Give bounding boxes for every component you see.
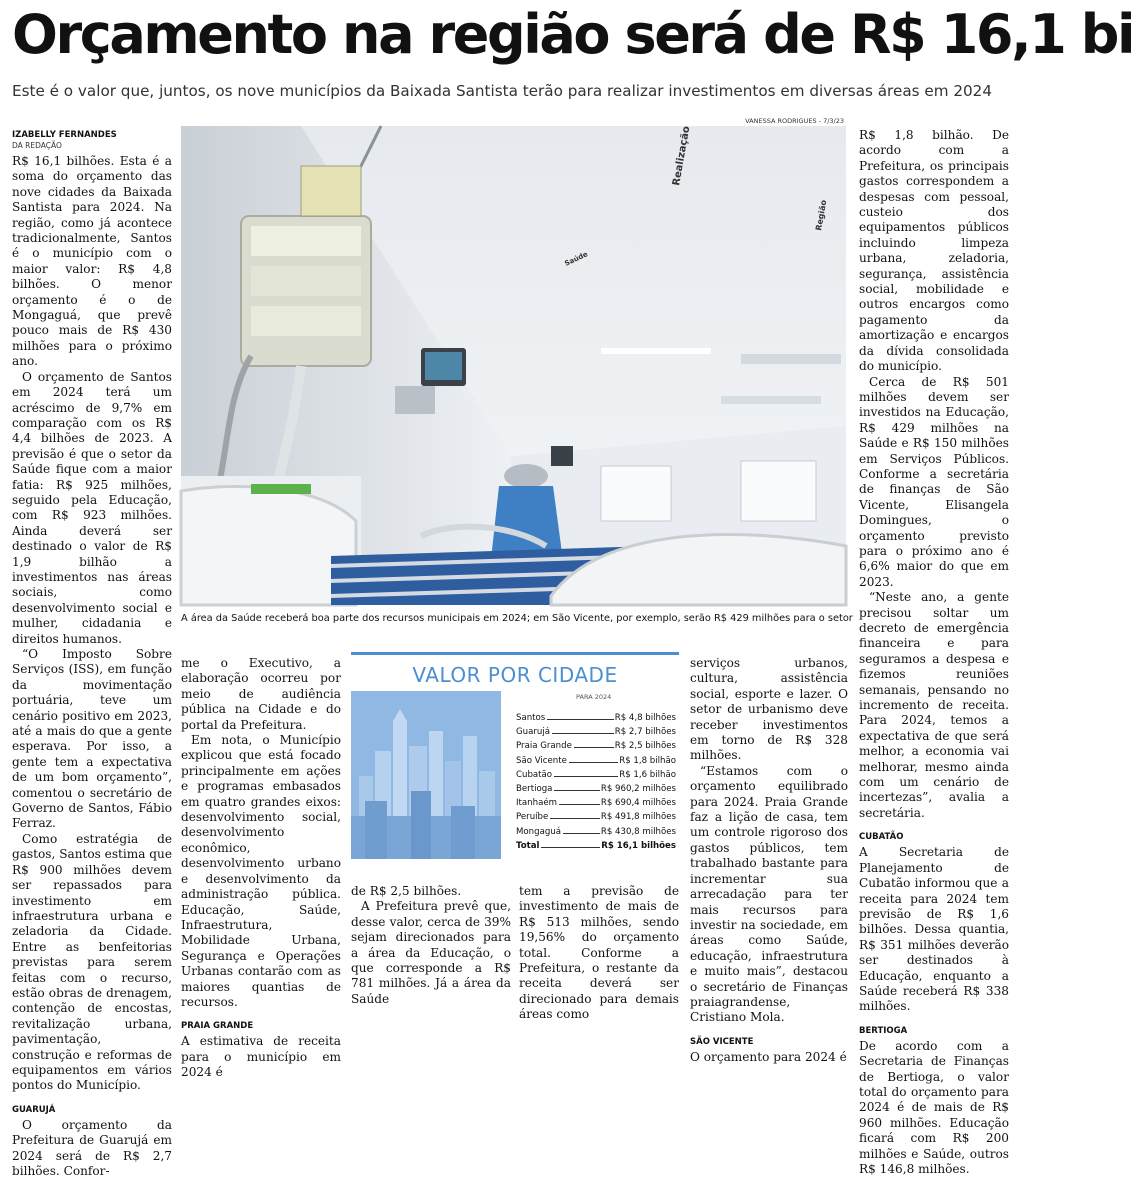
paragraph: O orçamento de Santos em 2024 terá um acréscimo de 9,7% em comparação com os R$ 4,4 bilhões de 2023. A previsão é que o setor da Saúde fique com a maior fatia: R$ 925 milhões, seguido pela Educação, com R$ 923 milhões. Ainda deverá ser destinado o valor de R$ 1,9 bilhão a investimentos nas áreas sociais, como desenvolvimento social e mulher, cidadania e direitos humanos. (12, 369, 172, 646)
infobox-row (516, 827, 676, 841)
infobox-row (516, 727, 676, 741)
infobox-row (516, 784, 676, 798)
column-4 (519, 884, 679, 1022)
leader-line (541, 847, 600, 848)
byline-desk: DA REDAÇÃO (12, 141, 62, 150)
budget-value: R$ 2,7 bilhões (614, 727, 676, 738)
city-name: Peruíbe (516, 812, 549, 823)
paragraph: “Neste ano, a gente precisou soltar um decreto de emergência financeira e para seguramos a despesa e fizemos reuniões semanais, pensando no incremento de receita. Para 2024, temos a expectativa de que será melhor, a economia vai melhorar, mesmo ainda com um cenário de incertezas”, avalia a secretária. (859, 590, 1009, 820)
infobox-total-row (516, 841, 676, 855)
city-skyline-illustration (351, 691, 501, 859)
column-5 (690, 656, 848, 1064)
leader-line (574, 747, 614, 748)
leader-line (552, 733, 614, 734)
leader-line (554, 790, 599, 791)
leader-line (559, 804, 600, 805)
section-heading-praia-grande: PRAIA GRANDE (181, 1021, 254, 1032)
leader-line (547, 719, 613, 720)
budget-value: R$ 1,8 bilhão (619, 755, 676, 766)
paragraph: A estimativa de receita para o município em 2024 é (181, 1034, 341, 1080)
paragraph: Cerca de R$ 501 milhões devem ser investidos na Educação, R$ 429 milhões na Saúde e R$ 150 milhões em Serviços Públicos. Conforme a secretária de finanças de São Vicente, Elisangela Domingues, o orçamento previsto para o próximo ano é 6,6% maior do que em 2023. (859, 374, 1009, 589)
paragraph: Como estratégia de gastos, Santos estima que R$ 900 milhões devem ser repassados para investimento em infraestrutura urbana e zeladoria da Cidade. Entre as benfeitorias previstas para serem feitas com o recurso, estão obras de drenagem, contenção de encostas, revitalização urbana, pavimentação, construção e reformas de equipamentos em vários pontos do Município. (12, 831, 172, 1093)
paragraph: me o Executivo, a elaboração ocorreu por meio de audiência pública na Cidade e do portal da Prefeitura. (181, 656, 341, 732)
paragraph: serviços urbanos, cultura, assistência social, esporte e lazer. O setor de urbanismo deve receber investimentos em torno de R$ 328 milhões. (690, 656, 848, 763)
infobox-valor-por-cidade (351, 652, 679, 881)
infobox-row (516, 713, 676, 727)
budget-value: R$ 430,8 milhões (600, 826, 676, 837)
photo-sign-text: Saúde (563, 250, 590, 268)
infobox-row (516, 756, 676, 770)
paragraph: Em nota, o Município explicou que está focado principalmente em ações e programas embasados em quatro grandes eixos: desenvolvimento social, desenvolvimento econômico, desenvolvimento urbano e desenvolvimento da administração pública. Educação, Saúde, Infraestrutura, Mobilidade Urbana, Segurança e Operações Urbanas contarão com as maiores quantias de recursos. (181, 733, 341, 1009)
leader-line (554, 776, 618, 777)
infobox-subtitle: PARA 2024 (576, 693, 612, 701)
leader-line (550, 818, 600, 819)
city-name: Santos (516, 713, 546, 723)
paragraph: tem a previsão de investimento de mais de R$ 513 milhões, sendo 19,56% do orçamento total. Conforme a Prefeitura, o restante da receita deverá ser direcionado para demais áreas como (519, 884, 679, 1022)
paragraph: O orçamento para 2024 é (690, 1049, 847, 1064)
budget-value: R$ 960,2 milhões (600, 783, 676, 794)
photo-credit: VANESSA RODRIGUES - 7/3/23 (745, 117, 844, 125)
paragraph: “Estamos com o orçamento equilibrado para 2024. Praia Grande faz a lição de casa, tem um controle rigoroso dos gastos públicos, tem trabalhado bastante para incrementar sua arrecadação para ter mais recursos para investir na sociedade, em áreas como Saúde, educação, infraestrutura e muito mais”, destacou o secretário de Finanças praiagrandense, Cristiano Mola. (690, 763, 848, 1025)
city-name: Total (516, 840, 540, 851)
infobox-row (516, 812, 676, 826)
budget-value: R$ 4,8 bilhões (614, 713, 676, 723)
headline: Orçamento na região será de R$ 16,1 bi (12, 3, 1133, 66)
infobox-table (516, 713, 676, 855)
section-heading-guaruja: GUARUJÁ (12, 1104, 56, 1115)
budget-value: R$ 1,6 bilhão (619, 769, 676, 780)
budget-value: R$ 16,1 bilhões (601, 840, 676, 851)
photo-sign-text: Realização (671, 125, 693, 187)
infobox-row (516, 741, 676, 755)
paragraph: A Prefeitura prevê que, desse valor, cerca de 39% sejam direcionados para a área da Educação, o que corresponde a R$ 781 milhões. Já a área da Saúde (351, 899, 511, 1006)
paragraph: de R$ 2,5 bilhões. (351, 884, 462, 898)
infobox-title: VALOR POR CIDADE (412, 663, 618, 687)
column-2 (181, 656, 341, 1080)
city-name: Itanhaém (516, 798, 557, 809)
budget-value: R$ 491,8 milhões (600, 812, 676, 823)
paragraph: De acordo com a Secretaria de Finanças de Bertioga, o valor total do orçamento para 2024 é de mais de R$ 960 milhões. Educação ficará com R$ 200 milhões e Saúde, outros R$ 146,8 milhões. (859, 1038, 1009, 1176)
city-name: Cubatão (516, 769, 553, 780)
hospital-photo (181, 126, 846, 605)
city-name: São Vicente (516, 755, 567, 766)
byline-author: IZABELLY FERNANDES (12, 130, 117, 140)
photo-sign-text: Região (814, 199, 829, 232)
leader-line (563, 833, 600, 834)
column-6 (859, 128, 1009, 1176)
city-name: Praia Grande (516, 741, 572, 752)
paragraph: R$ 1,8 bilhão. De acordo com a Prefeitura, os principais gastos correspondem a despesas com pessoal, custeio dos equipamentos públicos incluindo limpeza urbana, zeladoria, segurança, assistência social, mobilidade e outros encargos como pagamento da amortização e encargos da dívida consolidada do município. (859, 128, 1009, 374)
paragraph: “O Imposto Sobre Serviços (ISS), em função da movimentação portuária, teve um cenário positivo em 2023, até a mais do que a gente esperava. Por isso, a gente tem a expectativa de um bom orçamento”, comentou o secretário de Governo de Santos, Fábio Ferraz. (12, 647, 172, 831)
city-name: Guarujá (516, 727, 551, 738)
budget-value: R$ 2,5 bilhões (614, 741, 676, 752)
budget-value: R$ 690,4 milhões (600, 798, 676, 809)
column-1 (12, 130, 172, 1178)
city-name: Mongaguá (516, 826, 562, 837)
section-heading-sao-vicente: SÃO VICENTE (690, 1036, 754, 1047)
paragraph: A Secretaria de Planejamento de Cubatão informou que a receita para 2024 tem previsão de R$ 1,6 bilhões. Dessa quantia, R$ 351 milhões deverão ser destinados à Educação, enquanto a Saúde receberá R$ 338 milhões. (859, 845, 1009, 1014)
subheadline: Este é o valor que, juntos, os nove municípios da Baixada Santista terão para realizar investimentos em diversas áreas em 2024 (12, 82, 992, 100)
section-heading-cubatao: CUBATÃO (859, 832, 904, 843)
infobox-row (516, 798, 676, 812)
section-heading-bertioga: BERTIOGA (859, 1025, 908, 1036)
photo-caption: A área da Saúde receberá boa parte dos recursos municipais em 2024; em São Vicente, por exemplo, serão R$ 429 milhões para o setor (181, 613, 853, 624)
city-name: Bertioga (516, 783, 553, 794)
infobox-row (516, 770, 676, 784)
paragraph: R$ 16,1 bilhões. Esta é a soma do orçamento das nove cidades da Baixada Santista para 2024. Na região, como já acontece tradicionalmente, Santos é o município com o maior valor: R$ 4,8 bilhões. O menor orçamento é o de Mongaguá, que prevê pouco mais de R$ 430 milhões para o próximo ano. (12, 154, 172, 369)
column-3 (351, 884, 511, 1006)
paragraph: O orçamento da Prefeitura de Guarujá em 2024 será de R$ 2,7 bilhões. Confor- (12, 1117, 172, 1178)
leader-line (569, 762, 618, 763)
